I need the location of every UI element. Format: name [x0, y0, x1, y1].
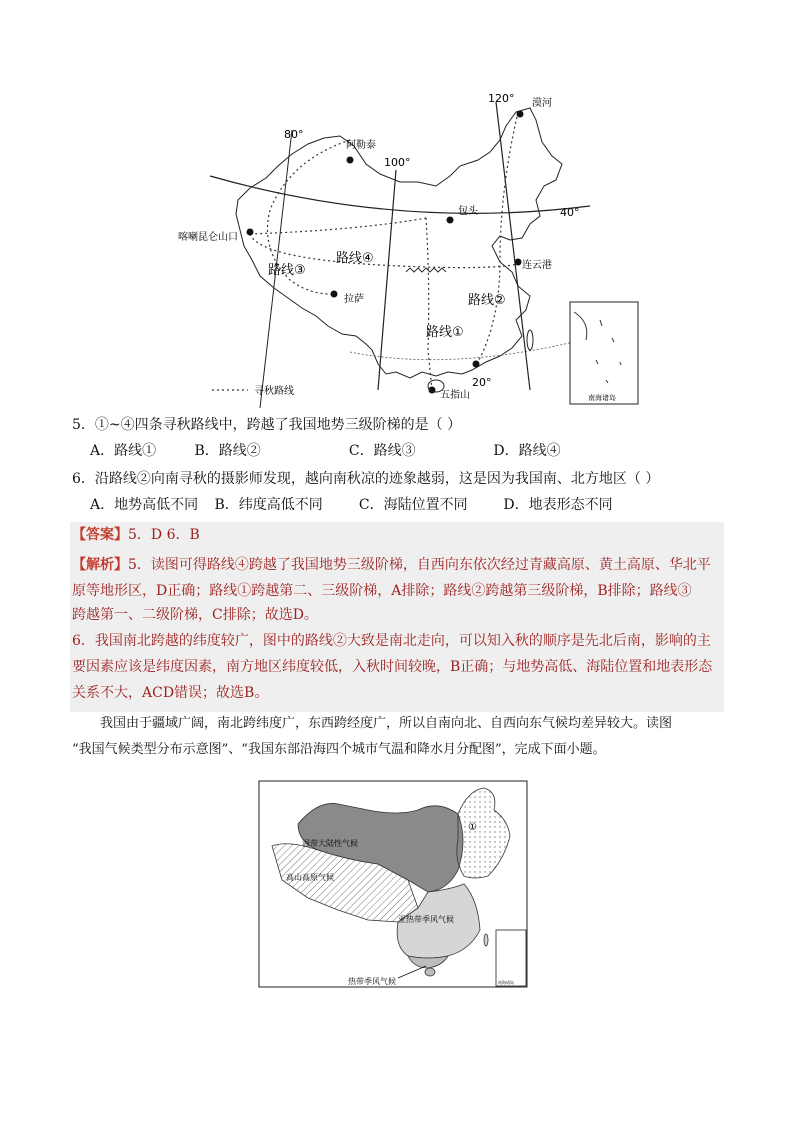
question-5-options — [90, 440, 561, 462]
analysis-text-1: 5．读图可得路线④跨越了我国地势三级阶梯，自西向东依次经过青藏高原、黄土高原、华北平 — [128, 557, 711, 573]
label-lasa: 拉萨 — [344, 294, 364, 305]
analysis-line-5: 要因素应该是纬度因素，南方地区纬度较低，入秋时间较晚，B正确；与地势高低、海陆位置和地表形态 — [72, 659, 713, 675]
label-route4: 路线④ — [336, 251, 374, 266]
intro-line-2: “我国气候类型分布示意图”、“我国东部沿海四个城市气温和降水月分配图”，完成下面小题。 — [72, 742, 606, 757]
question-6-stem: 6．沿路线②向南寻秋的摄影师发现，越向南秋凉的迹象越弱，这是因为我国南、北方地区（ ） — [72, 471, 660, 487]
label-lon80: 80° — [284, 128, 304, 141]
q6-option-d[interactable]: D．地表形态不同 — [503, 497, 613, 513]
label-route2: 路线② — [468, 293, 506, 308]
analysis-line-6: 关系不大，ACD错误；故选B。 — [72, 685, 269, 701]
label-plateau: 高山高原气候 — [286, 873, 334, 882]
analysis-tag: 【解析】 — [72, 557, 128, 573]
q5-option-c[interactable]: C．路线③ — [348, 443, 416, 459]
label-subtropical: 亚热带季风气候 — [398, 915, 454, 924]
city-dot-lasa — [331, 291, 338, 298]
lon-100-line — [378, 170, 396, 390]
city-dot-mohe — [517, 111, 524, 118]
label-lat40: 40° — [560, 206, 580, 219]
route-line-4b — [250, 218, 426, 234]
label-lon100: 100° — [384, 156, 411, 169]
q5-option-d[interactable]: D．路线④ — [493, 443, 561, 459]
city-dot-lianyungang — [515, 259, 522, 266]
map2-inset-label: 南海诸岛 — [498, 980, 514, 985]
label-temperate-continental: 温带大陆性气候 — [302, 839, 358, 848]
label-baotou: 包头 — [458, 206, 478, 217]
city-dot-baotou — [447, 217, 454, 224]
inset-label: 南海诸岛 — [588, 394, 616, 402]
q5-option-b[interactable]: B．路线② — [194, 443, 261, 459]
legend-label: 寻秋路线 — [254, 386, 294, 397]
label-lat20: 20° — [472, 376, 492, 389]
label-route1: 路线① — [426, 325, 464, 340]
answer-line — [72, 524, 200, 546]
route-map — [178, 90, 640, 408]
analysis-line-4: 6．我国南北跨越的纬度较广，图中的路线②大致是南北走向，可以知入秋的顺序是先北后南，影响的主 — [72, 633, 711, 649]
wall-symbol — [406, 268, 446, 272]
city-dot-aletai — [347, 157, 354, 164]
label-route3: 路线③ — [268, 263, 306, 278]
label-region1: ① — [468, 822, 477, 833]
label-aletai: 阿勒泰 — [346, 140, 376, 151]
question-6-options — [90, 494, 613, 516]
label-kalakunlun: 喀喇昆仑山口 — [178, 232, 238, 243]
analysis-line-3: 跨越第一、二级阶梯，C排除；故选D。 — [72, 607, 318, 623]
map2-inset-frame — [496, 930, 526, 986]
lat-20-line — [350, 340, 582, 360]
label-tropical: 热带季风气候 — [348, 977, 396, 986]
taiwan-island — [527, 330, 533, 350]
answer-tag: 【答案】 — [72, 527, 128, 543]
question-5-stem: 5．①~④四条寻秋路线中，跨越了我国地势三级阶梯的是（ ） — [72, 417, 462, 433]
city-dot-kalakunlun — [247, 229, 254, 236]
label-lianyungang: 连云港 — [522, 260, 552, 271]
city-dot-guangzhou — [473, 361, 480, 368]
route-line-1 — [426, 218, 432, 390]
map2-hainan — [425, 968, 435, 976]
analysis-line-2: 原等地形区，D正确；路线①跨越第二、三级阶梯，A排除；路线②跨越第三级阶梯，B排除；路线③ — [72, 583, 692, 599]
climate-map — [258, 780, 528, 988]
analysis-line-1 — [72, 554, 711, 576]
answer-text: 5．D 6．B — [128, 527, 200, 543]
q6-option-b[interactable]: B．纬度高低不同 — [214, 497, 323, 513]
q6-option-c[interactable]: C．海陆位置不同 — [358, 497, 468, 513]
q5-option-a[interactable]: A．路线① — [90, 443, 157, 459]
map2-taiwan — [484, 934, 488, 946]
label-mohe: 漠河 — [532, 98, 552, 109]
intro-line-1: 我国由于疆域广阔，南北跨纬度广，东西跨经度广，所以自南向北、自西向东气候均差异较大。读图 — [100, 716, 673, 731]
label-lon120: 120° — [488, 92, 515, 105]
q6-option-a[interactable]: A．地势高低不同 — [90, 497, 199, 513]
label-wuzhishan: 五指山 — [440, 390, 470, 401]
